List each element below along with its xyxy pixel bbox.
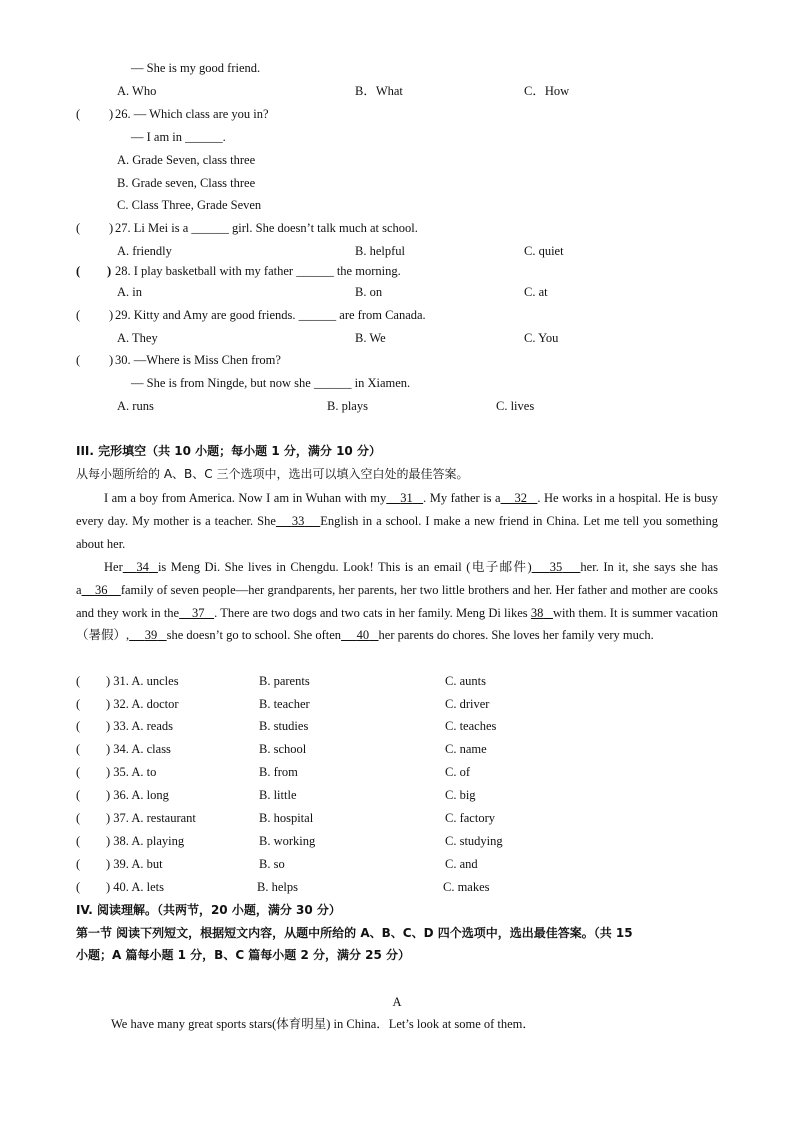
cloze-paragraph-2 bbox=[76, 556, 718, 647]
answer-paren[interactable]: ( bbox=[76, 697, 81, 711]
blank-32[interactable] bbox=[501, 491, 538, 505]
question-30-stem: 30. —Where is Miss Chen from? bbox=[115, 353, 281, 367]
blank-number: 38 bbox=[530, 605, 544, 620]
q26-option-c: C. Class Three, Grade Seven bbox=[117, 198, 262, 212]
row-option-c: C. teaches bbox=[445, 719, 497, 733]
question-26-stem2: — I am in ______. bbox=[131, 130, 226, 144]
cloze-text: English in a school. I make a new friend in China. Let me tell you something about her. bbox=[76, 513, 719, 551]
row-option-c: C. and bbox=[445, 857, 478, 871]
cloze-text: she doesn’t go to school. She often bbox=[166, 628, 342, 643]
cloze-text: with them. It is summer vacation（暑假）, bbox=[76, 605, 719, 643]
cloze-text: . There are two dogs and two cats in her family. Meng Di likes bbox=[214, 605, 528, 620]
blank-36[interactable] bbox=[82, 583, 121, 597]
answer-paren-29[interactable]: ( bbox=[76, 308, 81, 322]
cloze-text: I am a boy from America. Now I am in Wuhan with my bbox=[104, 491, 387, 505]
row-label-a: ) 39. A. but bbox=[106, 857, 163, 871]
row-option-b: B. so bbox=[259, 857, 285, 871]
blank-number: 39 bbox=[144, 628, 158, 643]
answer-paren[interactable]: ( bbox=[76, 765, 81, 779]
blank-31[interactable] bbox=[386, 491, 423, 505]
answer-paren-27[interactable]: ( bbox=[76, 221, 81, 235]
blank-38[interactable] bbox=[531, 606, 553, 620]
q27-option-c: C. quiet bbox=[524, 244, 564, 258]
answer-paren[interactable]: ( bbox=[76, 788, 81, 802]
row-option-b: B. from bbox=[259, 765, 298, 779]
answer-paren-close-27: ) bbox=[109, 221, 114, 235]
section-4-title: IV. 阅读理解。（共两节，20 小题，满分 30 分） bbox=[76, 903, 341, 917]
row-option-c: C. studying bbox=[445, 834, 503, 848]
answer-paren-30[interactable]: ( bbox=[76, 353, 81, 367]
row-option-c: C. of bbox=[445, 765, 470, 779]
row-label-a: ) 37. A. restaurant bbox=[106, 811, 196, 825]
section-4-instruction-line2: 小题；A 篇每小题 1 分，B、C 篇每小题 2 分，满分 25 分） bbox=[76, 948, 411, 962]
section-4-instruction-line1: 第一节 阅读下列短文，根据短文内容，从题中所给的 A、B、C、D 四个选项中，选出最佳答案。（共 15 bbox=[76, 926, 633, 940]
q25-option-a: A. Who bbox=[117, 84, 157, 98]
question-26-stem: 26. — Which class are you in? bbox=[115, 107, 269, 121]
row-option-b: B. school bbox=[259, 742, 307, 756]
passage-label: A bbox=[392, 995, 402, 1009]
blank-35[interactable] bbox=[532, 560, 581, 574]
q27-option-a: A. friendly bbox=[117, 244, 172, 258]
answer-paren-close-28: ) bbox=[107, 264, 112, 278]
cloze-text: . He works in a hospital. He is busy every day. My mother is a teacher. She bbox=[76, 491, 719, 528]
q29-option-b: B. We bbox=[355, 331, 386, 345]
answer-paren[interactable]: ( bbox=[76, 742, 81, 756]
section-3-title: III. 完形填空（共 10 小题；每小题 1 分，满分 10 分） bbox=[76, 444, 381, 458]
blank-number: 35 bbox=[549, 560, 563, 574]
row-option-c: C. driver bbox=[445, 697, 490, 711]
cloze-text: is Meng Di. She lives in Chengdu. Look! This is an email (电子邮件) bbox=[157, 560, 532, 574]
blank-number: 33 bbox=[291, 513, 305, 528]
q26-option-a: A. Grade Seven, class three bbox=[117, 153, 256, 167]
answer-paren[interactable]: ( bbox=[76, 674, 81, 688]
row-option-c: C. name bbox=[445, 742, 487, 756]
row-option-b: B. helps bbox=[257, 880, 298, 894]
row-label-a: ) 38. A. playing bbox=[106, 834, 185, 848]
answer-paren-28[interactable]: ( bbox=[76, 264, 81, 278]
cloze-text: family of seven people—her grandparents, her parents, her two little brothers and her. Her father and mother are cooks and they work in the bbox=[76, 582, 719, 620]
answer-paren[interactable]: ( bbox=[76, 811, 81, 825]
row-label-a: ) 31. A. uncles bbox=[106, 674, 179, 688]
row-option-b: B. working bbox=[259, 834, 316, 848]
q30-option-c: C. lives bbox=[496, 399, 535, 413]
q29-option-c: C. You bbox=[524, 331, 559, 345]
question-29-stem: 29. Kitty and Amy are good friends. ______ are from Canada. bbox=[115, 308, 426, 322]
blank-number: 36 bbox=[94, 582, 108, 597]
cloze-paragraph-1 bbox=[76, 487, 718, 555]
cloze-text: Her bbox=[104, 560, 123, 574]
answer-paren[interactable]: ( bbox=[76, 857, 81, 871]
q25-answer-line: — She is my good friend. bbox=[131, 61, 261, 75]
blank-number: 40 bbox=[356, 628, 370, 643]
q28-option-c: C. at bbox=[524, 285, 548, 299]
answer-paren-close-26: ) bbox=[109, 107, 114, 121]
blank-number: 31 bbox=[400, 491, 413, 505]
row-option-b: B. parents bbox=[259, 674, 310, 688]
answer-paren[interactable]: ( bbox=[76, 880, 81, 894]
row-label-a: ) 40. A. lets bbox=[106, 880, 164, 894]
row-option-c: C. makes bbox=[443, 880, 490, 894]
answer-paren-close-30: ) bbox=[109, 353, 114, 367]
cloze-text: . My father is a bbox=[423, 491, 501, 505]
row-option-b: B. little bbox=[259, 788, 297, 802]
q27-option-b: B. helpful bbox=[355, 244, 405, 258]
question-30-stem2: — She is from Ningde, but now she ______ in Xiamen. bbox=[131, 376, 411, 390]
blank-number: 37 bbox=[191, 605, 205, 620]
answer-paren-close-29: ) bbox=[109, 308, 114, 322]
answer-paren-26[interactable]: ( bbox=[76, 107, 81, 121]
blank-number: 34 bbox=[136, 560, 149, 574]
q25-option-b: B．What bbox=[355, 84, 403, 98]
cloze-text: her. In it, she says she has a bbox=[76, 560, 719, 597]
row-label-a: ) 34. A. class bbox=[106, 742, 171, 756]
section-3-instruction: 从每小题所给的 A、B、C 三个选项中，选出可以填入空白处的最佳答案。 bbox=[76, 467, 469, 481]
blank-39[interactable] bbox=[129, 628, 167, 642]
row-label-a: ) 35. A. to bbox=[106, 765, 157, 779]
blank-33[interactable] bbox=[276, 514, 320, 528]
row-option-c: C. factory bbox=[445, 811, 495, 825]
blank-40[interactable] bbox=[341, 628, 379, 642]
q25-option-c: C．How bbox=[524, 84, 570, 98]
passage-first-line: We have many great sports stars(体育明星) in China．Let’s look at some of them． bbox=[111, 1017, 535, 1031]
row-option-c: C. big bbox=[445, 788, 476, 802]
row-label-a: ) 32. A. doctor bbox=[106, 697, 179, 711]
q28-option-a: A. in bbox=[117, 285, 142, 299]
q26-option-b: B. Grade seven, Class three bbox=[117, 176, 256, 190]
blank-number: 32 bbox=[514, 491, 527, 505]
q30-option-a: A. runs bbox=[117, 399, 154, 413]
q28-option-b: B. on bbox=[355, 285, 383, 299]
blank-37[interactable] bbox=[179, 606, 214, 620]
q29-option-a: A. They bbox=[117, 331, 158, 345]
row-label-a: ) 36. A. long bbox=[106, 788, 169, 802]
row-option-b: B. studies bbox=[259, 719, 309, 733]
answer-paren[interactable]: ( bbox=[76, 834, 81, 848]
blank-34[interactable] bbox=[123, 560, 158, 574]
question-27-stem: 27. Li Mei is a ______ girl. She doesn’t talk much at school. bbox=[115, 221, 418, 235]
question-28-stem: 28. I play basketball with my father ______ the morning. bbox=[115, 264, 401, 278]
answer-paren[interactable]: ( bbox=[76, 719, 81, 733]
row-option-b: B. teacher bbox=[259, 697, 310, 711]
row-option-b: B. hospital bbox=[259, 811, 314, 825]
row-label-a: ) 33. A. reads bbox=[106, 719, 173, 733]
row-option-c: C. aunts bbox=[445, 674, 486, 688]
cloze-text: her parents do chores. She loves her family very much. bbox=[378, 628, 654, 643]
q30-option-b: B. plays bbox=[327, 399, 368, 413]
